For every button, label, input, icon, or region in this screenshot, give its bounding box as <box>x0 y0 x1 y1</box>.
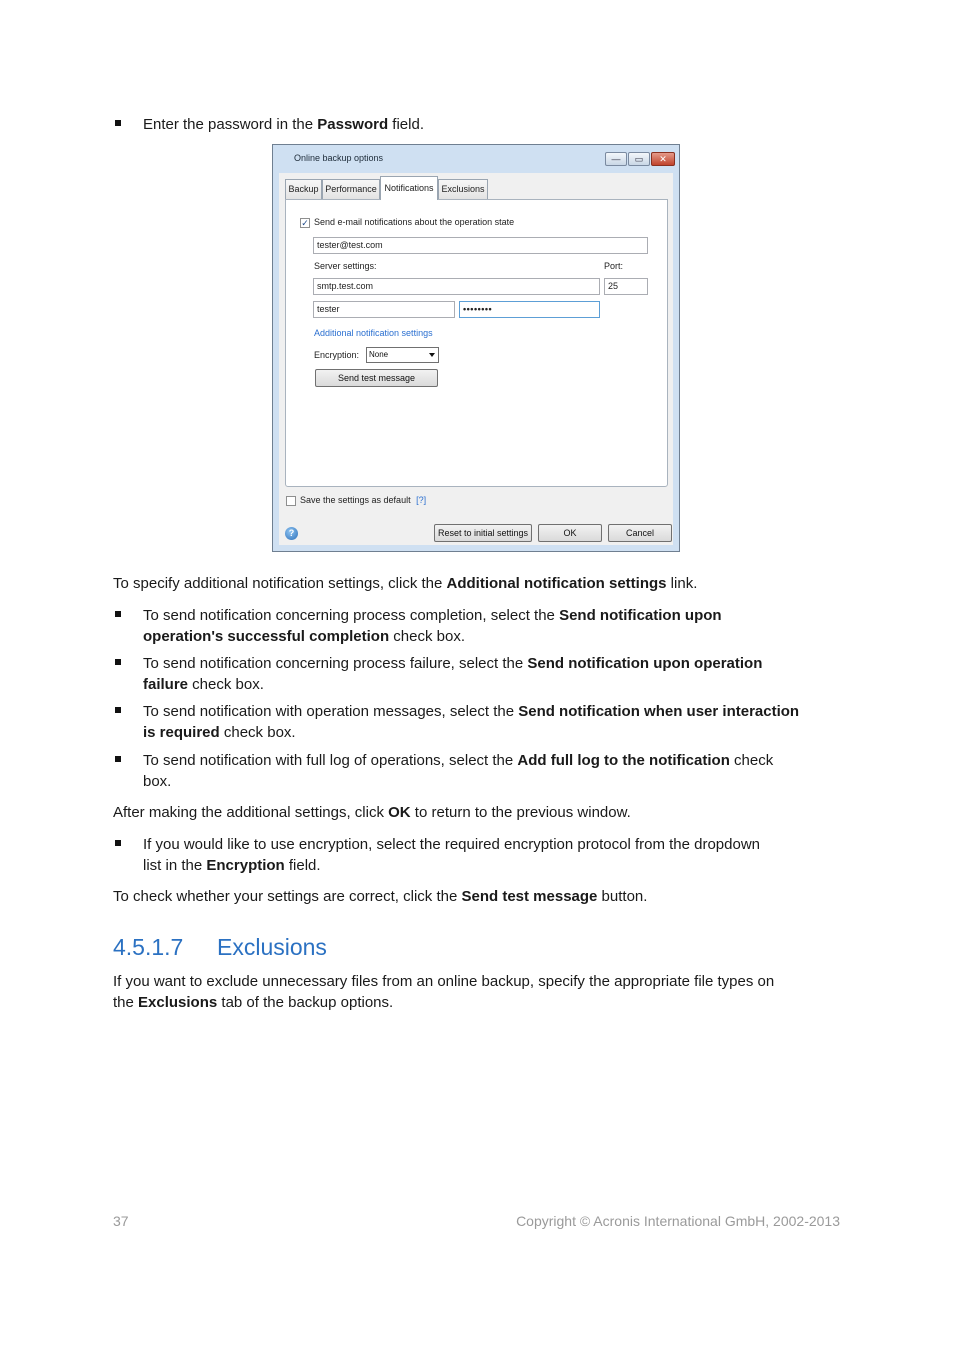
bullet-interaction: To send notification with operation messages, select the Send notification when user interaction is required check box. <box>143 703 800 741</box>
save-default-help-link[interactable]: [?] <box>416 495 427 505</box>
tab-backup[interactable]: Backup <box>285 179 322 199</box>
reset-to-initial-settings-button[interactable]: Reset to initial settings <box>434 524 532 542</box>
tab-notifications[interactable]: Notifications <box>380 176 438 200</box>
ok-button[interactable]: OK <box>538 524 602 542</box>
bullet-failure: To send notification concerning process failure, select the Send notification upon operation failure check box. <box>143 655 763 693</box>
bullet-marker <box>115 756 121 762</box>
dialog-body <box>279 173 673 545</box>
para-check-settings: To check whether your settings are correct, click the Send test message button. <box>113 888 648 905</box>
server-settings-label: Server settings: <box>314 261 377 271</box>
tab-exclusions[interactable]: Exclusions <box>438 179 488 199</box>
bullet-marker <box>115 120 121 126</box>
chevron-down-icon <box>429 353 435 357</box>
bullet-success: To send notification concerning process completion, select the Send notification upon operation's successful completion check box. <box>143 607 722 645</box>
page-number: 37 <box>113 1213 129 1229</box>
para-after-settings: After making the additional settings, click OK to return to the previous window. <box>113 804 631 821</box>
cancel-button[interactable]: Cancel <box>608 524 672 542</box>
dialog-title: Online backup options <box>294 153 384 163</box>
bullet-marker <box>115 840 121 846</box>
section-title: Exclusions <box>217 934 327 960</box>
para-additional-settings: To specify additional notification settings, click the Additional notification settings link. <box>113 575 698 592</box>
copyright: Copyright © Acronis International GmbH, 2002-2013 <box>516 1213 840 1229</box>
help-icon[interactable]: ? <box>285 527 298 540</box>
save-default-checkbox[interactable] <box>286 496 296 506</box>
encryption-label: Encryption: <box>314 350 360 360</box>
encryption-select[interactable] <box>366 347 439 363</box>
checkmark-icon: ✓ <box>301 218 309 228</box>
port-field[interactable]: 25 <box>604 278 648 295</box>
server-field[interactable]: smtp.test.com <box>313 278 600 295</box>
encryption-value: None <box>369 350 389 359</box>
bullet-marker <box>115 611 121 617</box>
save-default-label <box>300 495 426 505</box>
minimize-icon: — <box>611 154 621 164</box>
minimize-button[interactable] <box>605 152 627 166</box>
bullet-marker <box>115 707 121 713</box>
online-backup-options-dialog <box>272 144 680 552</box>
port-label: Port: <box>604 261 624 271</box>
bullet-encryption: If you would like to use encryption, select the required encryption protocol from the dropdown list in the Encryption field. <box>143 836 761 874</box>
send-test-message-button[interactable]: Send test message <box>315 369 438 387</box>
maximize-icon: ▭ <box>634 154 644 164</box>
section-number: 4.5.1.7 <box>113 934 184 960</box>
maximize-button[interactable] <box>628 152 650 166</box>
additional-notification-settings-link[interactable]: Additional notification settings <box>314 328 433 338</box>
intro-bullet-text: Enter the password in the Password field. <box>143 116 424 133</box>
send-email-checkbox[interactable] <box>300 218 310 228</box>
notifications-panel <box>285 199 668 487</box>
close-icon: ✕ <box>659 154 667 164</box>
bullet-full-log: To send notification with full log of operations, select the Add full log to the notification check box. <box>143 752 774 790</box>
bullet-marker <box>115 659 121 665</box>
para-exclusions: If you want to exclude unnecessary files from an online backup, specify the appropriate file types on the Exclusions tab of the backup options. <box>113 973 775 1011</box>
send-email-label: Send e-mail notifications about the operation state <box>314 217 515 227</box>
close-button[interactable] <box>651 152 675 166</box>
password-field[interactable]: •••••••• <box>459 301 600 318</box>
tab-performance[interactable]: Performance <box>322 179 380 199</box>
username-field[interactable]: tester <box>313 301 455 318</box>
email-field[interactable]: tester@test.com <box>313 237 648 254</box>
save-default-text: Save the settings as default <box>300 495 411 505</box>
